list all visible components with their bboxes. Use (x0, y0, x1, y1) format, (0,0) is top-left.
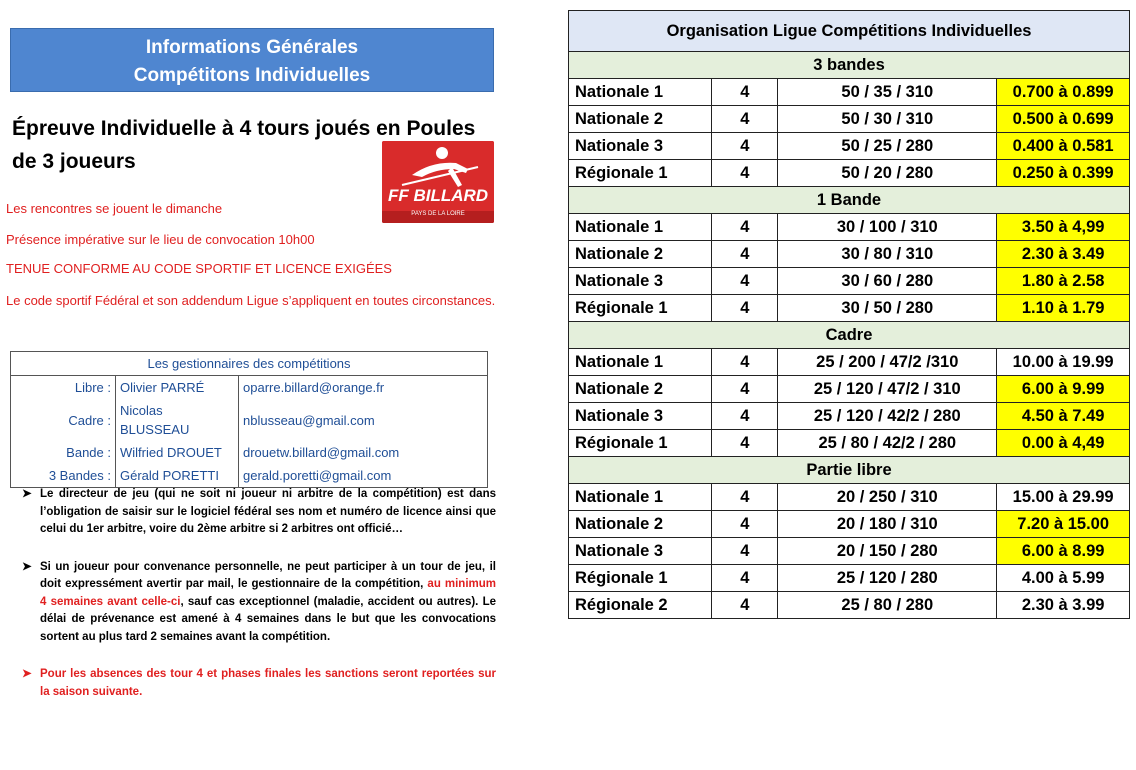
rule-directeur-de-jeu (22, 486, 496, 539)
moyenne-cell: 7.20 à 15.00 (997, 511, 1130, 538)
category-cell: Nationale 3 (569, 538, 712, 565)
table-row (569, 349, 1130, 376)
distance-cell: 50 / 30 / 310 (778, 106, 997, 133)
moyenne-cell: 4.00 à 5.99 (997, 565, 1130, 592)
category-cell: Nationale 1 (569, 349, 712, 376)
section-title: Partie libre (569, 457, 1130, 484)
distance-cell: 30 / 50 / 280 (778, 295, 997, 322)
tours-cell: 4 (712, 484, 778, 511)
tours-cell: 4 (712, 565, 778, 592)
distance-cell: 25 / 80 / 42/2 / 280 (778, 430, 997, 457)
table-row (11, 399, 488, 441)
moyenne-cell: 1.80 à 2.58 (997, 268, 1130, 295)
header-line-2: Compétitons Individuelles (133, 65, 371, 86)
info-header (10, 28, 494, 92)
rule-text-part1: Si un joueur pour convenance personnelle, ne peut participer à un tour de jeu, il doit expressément avertir par mail, le gestionnaire de la compétition, (40, 560, 496, 590)
category-cell: Nationale 2 (569, 241, 712, 268)
distance-cell: 50 / 25 / 280 (778, 133, 997, 160)
category-cell: Nationale 3 (569, 268, 712, 295)
table-row (569, 403, 1130, 430)
rule-absence-joueur (22, 559, 496, 647)
rule-text-part2: , sauf cas exceptionnel (maladie, accident ou autres). Le délai de prévenance est amené à 4 semaines dans le but que les convocations sortent au plus tard 2 semaines avant la compétition. (40, 595, 496, 643)
moyenne-cell: 2.30 à 3.49 (997, 241, 1130, 268)
tours-cell: 4 (712, 160, 778, 187)
table-row (569, 511, 1130, 538)
tours-cell: 4 (712, 376, 778, 403)
tours-cell: 4 (712, 403, 778, 430)
tours-cell: 4 (712, 430, 778, 457)
table-row (569, 106, 1130, 133)
notice-tenue: TENUE CONFORME AU CODE SPORTIF ET LICENCE EXIGÉES (6, 261, 392, 276)
table-row (569, 484, 1130, 511)
distance-cell: 25 / 120 / 42/2 / 280 (778, 403, 997, 430)
category-cell: Régionale 2 (569, 592, 712, 619)
moyenne-cell: 0.00 à 4,49 (997, 430, 1130, 457)
tours-cell: 4 (712, 106, 778, 133)
section-title: 1 Bande (569, 187, 1130, 214)
distance-cell: 25 / 200 / 47/2 /310 (778, 349, 997, 376)
table-row (569, 241, 1130, 268)
category-cell: Nationale 3 (569, 133, 712, 160)
distance-cell: 50 / 35 / 310 (778, 79, 997, 106)
rule-text-deadline: au minimum 4 semaines avant celle-ci (40, 578, 496, 608)
gestionnaires-table (10, 351, 488, 488)
notice-code-sportif: Le code sportif Fédéral et son addendum Ligue s’appliquent en toutes circonstances. (6, 293, 496, 308)
distance-cell: 30 / 100 / 310 (778, 214, 997, 241)
moyenne-cell: 6.00 à 9.99 (997, 376, 1130, 403)
moyenne-cell: 0.250 à 0.399 (997, 160, 1130, 187)
epreuve-title: Épreuve Individuelle à 4 tours joués en Poules de 3 joueurs (12, 117, 476, 173)
tours-cell: 4 (712, 214, 778, 241)
distance-cell: 25 / 120 / 280 (778, 565, 997, 592)
moyenne-cell: 4.50 à 7.49 (997, 403, 1130, 430)
category-cell: Nationale 2 (569, 376, 712, 403)
moyenne-cell: 0.400 à 0.581 (997, 133, 1130, 160)
manager-email[interactable]: nblusseau@gmail.com (243, 412, 375, 428)
logo-text: FF BILLARD (387, 186, 489, 205)
arrow-bullet-icon: ➤ (22, 488, 32, 500)
moyenne-cell: 2.30 à 3.99 (997, 592, 1130, 619)
moyenne-cell: 6.00 à 8.99 (997, 538, 1130, 565)
table-row (569, 430, 1130, 457)
role-label: Libre : (11, 376, 116, 400)
organisation-table (568, 10, 1130, 619)
distance-cell: 30 / 80 / 310 (778, 241, 997, 268)
moyenne-cell: 0.700 à 0.899 (997, 79, 1130, 106)
arrow-bullet-icon: ➤ (22, 560, 32, 573)
distance-cell: 30 / 60 / 280 (778, 268, 997, 295)
table-row (569, 592, 1130, 619)
tours-cell: 4 (712, 241, 778, 268)
table-row (569, 376, 1130, 403)
manager-email[interactable]: oparre.billard@orange.fr (243, 380, 385, 395)
header-line-1: Informations Générales (145, 37, 359, 58)
moyenne-cell: 0.500 à 0.699 (997, 106, 1130, 133)
category-cell: Nationale 2 (569, 106, 712, 133)
rule-sanctions (22, 666, 496, 701)
moyenne-cell: 1.10 à 1.79 (997, 295, 1130, 322)
rule-text: Le directeur de jeu (qui ne soit ni joueur ni arbitre de la compétition) est dans l’obligation de saisir sur le logiciel fédéral ses nom et numéro de licence ainsi que celui du 1er arbitre, voire du 2ème arbitre si 2 arbitres ont officié… (40, 488, 496, 535)
category-cell: Régionale 1 (569, 430, 712, 457)
table-row (569, 538, 1130, 565)
organisation-body (569, 52, 1130, 619)
role-label: 3 Bandes : (11, 464, 116, 488)
table-row (569, 133, 1130, 160)
organisation-title: Organisation Ligue Compétitions Individuelles (569, 11, 1130, 52)
category-cell: Nationale 1 (569, 79, 712, 106)
distance-cell: 25 / 80 / 280 (778, 592, 997, 619)
manager-name: Olivier PARRÉ (116, 376, 239, 400)
manager-name: Nicolas BLUSSEAU (116, 399, 239, 441)
distance-cell: 20 / 250 / 310 (778, 484, 997, 511)
role-label: Cadre : (11, 399, 116, 441)
notice-presence: Présence impérative sur le lieu de convocation 10h00 (6, 232, 315, 247)
manager-email[interactable]: drouetw.billard@gmail.com (243, 445, 400, 460)
tours-cell: 4 (712, 349, 778, 376)
section-row (569, 52, 1130, 79)
notice-dimanche: Les rencontres se jouent le dimanche (6, 201, 223, 216)
category-cell: Nationale 1 (569, 214, 712, 241)
table-row (569, 565, 1130, 592)
category-cell: Régionale 1 (569, 295, 712, 322)
category-cell: Nationale 2 (569, 511, 712, 538)
table-row (11, 376, 488, 400)
table-row (569, 214, 1130, 241)
distance-cell: 20 / 180 / 310 (778, 511, 997, 538)
table-row (11, 441, 488, 464)
moyenne-cell: 3.50 à 4,99 (997, 214, 1130, 241)
manager-name: Wilfried DROUET (116, 441, 239, 464)
table-row (569, 160, 1130, 187)
section-row (569, 187, 1130, 214)
role-label: Bande : (11, 441, 116, 464)
tours-cell: 4 (712, 538, 778, 565)
rule-text: Pour les absences des tour 4 et phases finales les sanctions seront reportées sur la saison suivante. (40, 668, 496, 698)
tours-cell: 4 (712, 511, 778, 538)
category-cell: Nationale 1 (569, 484, 712, 511)
distance-cell: 50 / 20 / 280 (778, 160, 997, 187)
table-row (569, 295, 1130, 322)
manager-name: Gérald PORETTI (116, 464, 239, 488)
manager-email[interactable]: gerald.poretti@gmail.com (243, 468, 392, 483)
section-title: 3 bandes (569, 52, 1130, 79)
moyenne-cell: 10.00 à 19.99 (997, 349, 1130, 376)
logo-subtext: PAYS DE LA LOIRE (411, 211, 465, 217)
distance-cell: 20 / 150 / 280 (778, 538, 997, 565)
tours-cell: 4 (712, 268, 778, 295)
tours-cell: 4 (712, 295, 778, 322)
moyenne-cell: 15.00 à 29.99 (997, 484, 1130, 511)
tours-cell: 4 (712, 79, 778, 106)
table-row (569, 79, 1130, 106)
distance-cell: 25 / 120 / 47/2 / 310 (778, 376, 997, 403)
gestionnaires-title: Les gestionnaires des compétitions (11, 352, 488, 376)
category-cell: Nationale 3 (569, 403, 712, 430)
section-row (569, 457, 1130, 484)
tours-cell: 4 (712, 592, 778, 619)
table-row (11, 464, 488, 488)
section-title: Cadre (569, 322, 1130, 349)
category-cell: Régionale 1 (569, 565, 712, 592)
category-cell: Régionale 1 (569, 160, 712, 187)
tours-cell: 4 (712, 133, 778, 160)
section-row (569, 322, 1130, 349)
rules-list (22, 486, 496, 721)
table-row (569, 268, 1130, 295)
arrow-bullet-icon: ➤ (22, 668, 32, 680)
